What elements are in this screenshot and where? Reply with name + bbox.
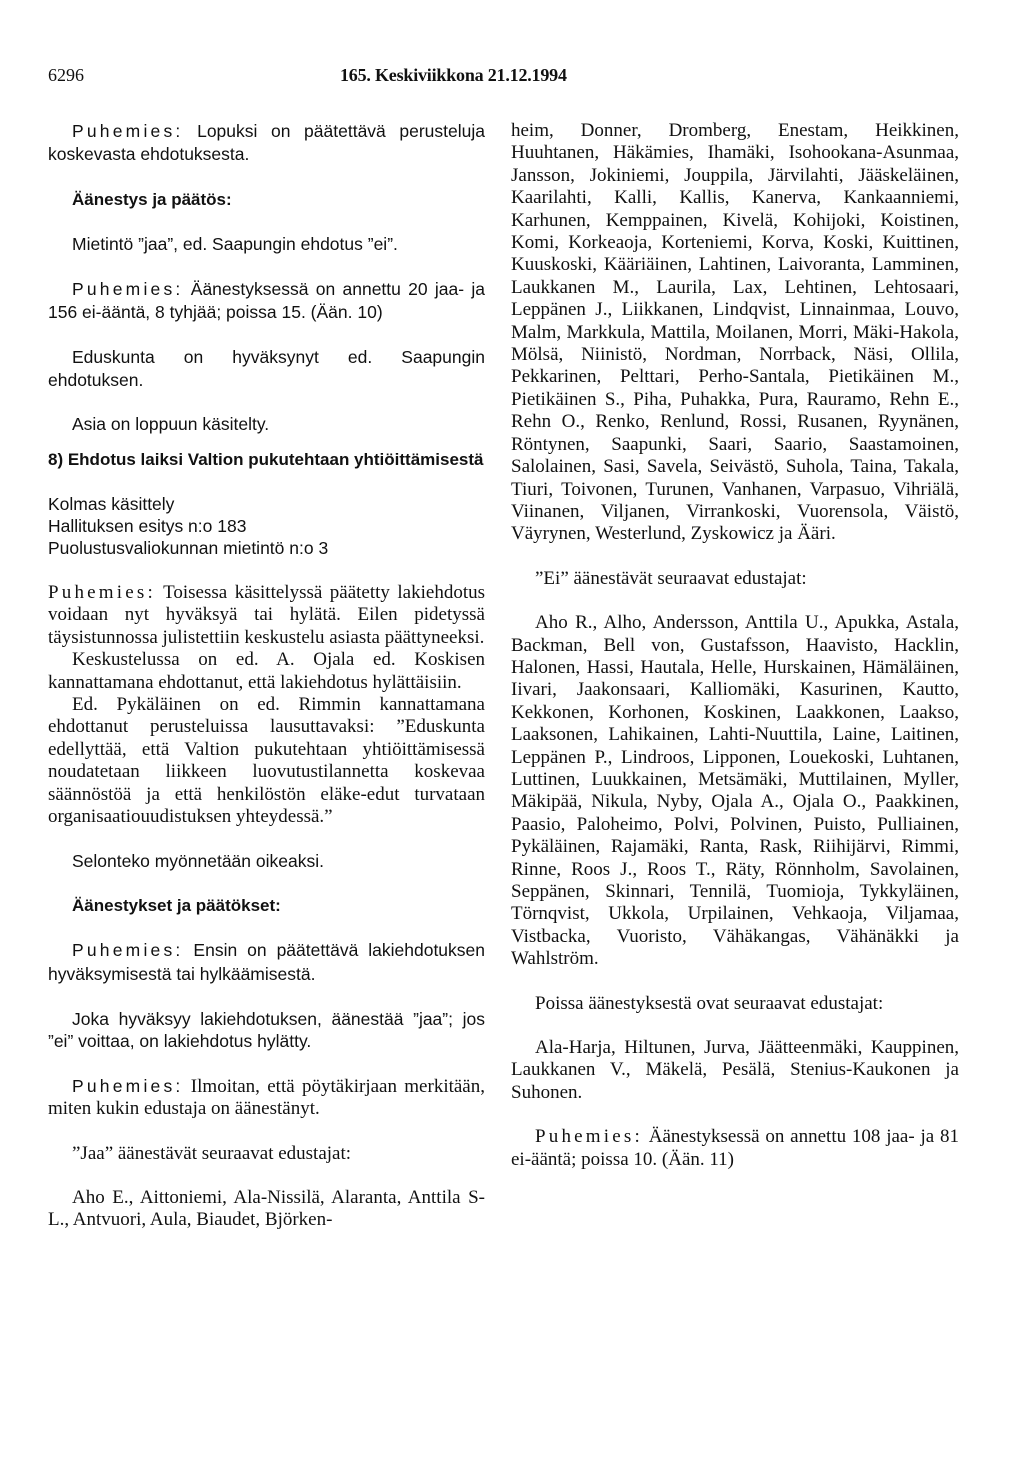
member-list: Aho R., Alho, Andersson, Anttila U., Apukka, Astala, Backman, Bell von, Gustafsson, Haavisto, Hacklin, Halonen, Hassi, Hautala, Helle, Hurskainen, Hämäläinen, Iivari, Jaakonsaari, Kalliomäki, Kasurinen, Kautto, Kekkonen, Korhonen, Koskinen, Laakkonen, Laakso, Laaksonen, Lahikainen, Lahti-Nuuttila, Laine, Laitinen, Leppänen P., Lindroos, Lipponen, Louekoski, Luhtanen, Luttinen, Luukkainen, Metsämäki, Muttilainen, Myller, Mäkipää, Nikula, Nyby, Ojala A., Ojala O., Paakkinen, Paasio, Paloheimo, Polvi, Polvinen, Puisto, Pulliainen, Pykäläinen, Rajamäki, Ranta, Rask, Riihijärvi, Rimmi, Rinne, Roos J., Roos T., Räty, Rönnholm, Savolainen, Seppänen, Skinnari, Tennilä, Tuomioja, Tykkyläinen, Törnqvist, Ukkola, Urpilainen, Vehkaoja, Viljamaa, Vistbacka, Vuoristo, Vähäkangas, Vähänäkki ja Wahlström. (511, 612, 959, 970)
paragraph-text: Lopuksi on päätettävä perusteluja koskevasta ehdotuksesta. (48, 121, 485, 165)
speaker-label: Puhemies: (48, 581, 156, 603)
speaker-label: Puhemies: (72, 1075, 184, 1096)
speaker-label: Puhemies: (535, 1126, 643, 1148)
member-list: Aho E., Aittoniemi, Ala-Nissilä, Alaranta, Anttila S-L., Antvuori, Aula, Biaudet, Björken- (48, 1187, 485, 1231)
paragraph: Mietintö ”jaa”, ed. Saapungin ehdotus ”ei”. (72, 234, 398, 255)
page-number: 6296 (48, 65, 84, 85)
paragraph: ”Ei” äänestävät seuraavat edustajat: (535, 567, 807, 589)
reference-line: Puolustusvaliokunnan mietintö n:o 3 (48, 538, 329, 559)
paragraph: Joka hyväksyy lakiehdotuksen, äänestää ”jaa”; jos ”ei” voittaa, on lakiehdotus hylätty. (48, 1008, 485, 1052)
reference-line: Kolmas käsittely (48, 493, 175, 514)
paragraph-text: Toisessa käsittelyssä päätetty lakiehdotus voidaan nyt hyväksyä tai hylätä. Eilen pidetyssä täysistunnossa julistettiin keskustelu asiasta päättyneeksi. (48, 581, 485, 648)
paragraph (48, 582, 485, 649)
paragraph (48, 1075, 485, 1121)
section-heading: 8) Ehdotus laiksi Valtion pukutehtaan yhtiöittämisestä (48, 449, 484, 469)
left-column (48, 120, 485, 1232)
paragraph-text: Ilmoitan, että pöytäkirjaan merkitään, miten kukin edustaja on äänestänyt. (48, 1075, 485, 1120)
running-head: 165. Keskiviikkona 21.12.1994 (340, 65, 567, 85)
speaker-label: Puhemies: (72, 121, 184, 141)
paragraph (48, 120, 485, 167)
reference-line: Hallituksen esitys n:o 183 (48, 516, 247, 537)
paragraph (48, 939, 485, 986)
paragraph (48, 278, 485, 325)
paragraph: Poissa äänestyksestä ovat seuraavat edustajat: (535, 992, 884, 1014)
paragraph: Eduskunta on hyväksynyt ed. Saapungin ehdotuksen. (48, 347, 485, 390)
paragraph: ”Jaa” äänestävät seuraavat edustajat: (72, 1142, 352, 1164)
paragraph-text: Äänestyksessä on annettu 108 jaa- ja 81 ei-ääntä; poissa 10. (Ään. 11) (511, 1126, 959, 1170)
member-list: Ala-Harja, Hiltunen, Jurva, Jäätteenmäki, Kauppinen, Laukkanen V., Mäkelä, Pesälä, Stenius-Kaukonen ja Suhonen. (511, 1037, 959, 1103)
paragraph-text: Ensin on päätettävä lakiehdotuksen hyväksymisestä tai hylkäämisestä. (48, 940, 485, 984)
speaker-label: Puhemies: (72, 940, 184, 961)
paragraph: Keskustelussa on ed. A. Ojala ed. Koskisen kannattamana ehdottanut, että lakiehdotus hylättäisiin. (48, 649, 485, 693)
paragraph: Asia on loppuun käsitelty. (72, 414, 270, 435)
vote-heading: Äänestys ja päätös: (72, 189, 232, 209)
paragraph (511, 1126, 959, 1171)
right-column (511, 120, 959, 1171)
speaker-label: Puhemies: (72, 278, 184, 299)
member-list: heim, Donner, Dromberg, Enestam, Heikkinen, Huuhtanen, Häkämies, Ihamäki, Isohookana-Asunmaa, Jansson, Jokiniemi, Jouppila, Järvilahti, Jääskeläinen, Kaarilahti, Kalli, Kallis, Kanerva, Kankaanniemi, Karhunen, Kemppainen, Kivelä, Kohijoki, Koistinen, Komi, Korkeaoja, Korteniemi, Korva, Koski, Kuittinen, Kuuskoski, Kääriäinen, Lahtinen, Laivoranta, Lamminen, Laukkanen M., Laurila, Lax, Lehtinen, Lehtosaari, Leppänen J., Liikkanen, Lindqvist, Linnainmaa, Louvo, Malm, Markkula, Mattila, Moilanen, Morri, Mäki-Hakola, Mölsä, Niinistö, Nordman, Norrback, Näsi, Ollila, Pekkarinen, Pelttari, Perho-Santala, Pietikäinen M., Pietikäinen S., Piha, Puhakka, Pura, Rauramo, Rehn E., Rehn O., Renko, Renlund, Rossi, Rusanen, Ryynänen, Röntynen, Saapunki, Saari, Saario, Saastamoinen, Salolainen, Sasi, Savela, Seivästö, Suhola, Taina, Takala, Tiuri, Toivonen, Turunen, Vanhanen, Varpasuo, Vihriälä, Viinanen, Viljanen, Virrankoski, Vuorensola, Väistö, Väyrynen, Westerlund, Zyskowicz ja Ääri. (511, 120, 959, 545)
paragraph-text: Äänestyksessä on annettu 20 jaa- ja 156 ei-ääntä, 8 tyhjää; poissa 15. (Ään. 10) (48, 278, 485, 323)
paragraph: Selonteko myönnetään oikeaksi. (72, 851, 324, 872)
votes-heading: Äänestykset ja päätökset: (72, 895, 281, 915)
paragraph: Ed. Pykäläinen on ed. Rimmin kannattamana ehdottanut perusteluissa lausuttavaksi: ”Eduskunta edellyttää, että Valtion pukutehtaan yhtiöittämisessä noudatetaan liikkeen luovutustilannetta koskevaa säännöstöä ja että henkilöstön eläke-edut turvataan organisaatiouudistuksen yhteydessä.” (48, 693, 485, 827)
